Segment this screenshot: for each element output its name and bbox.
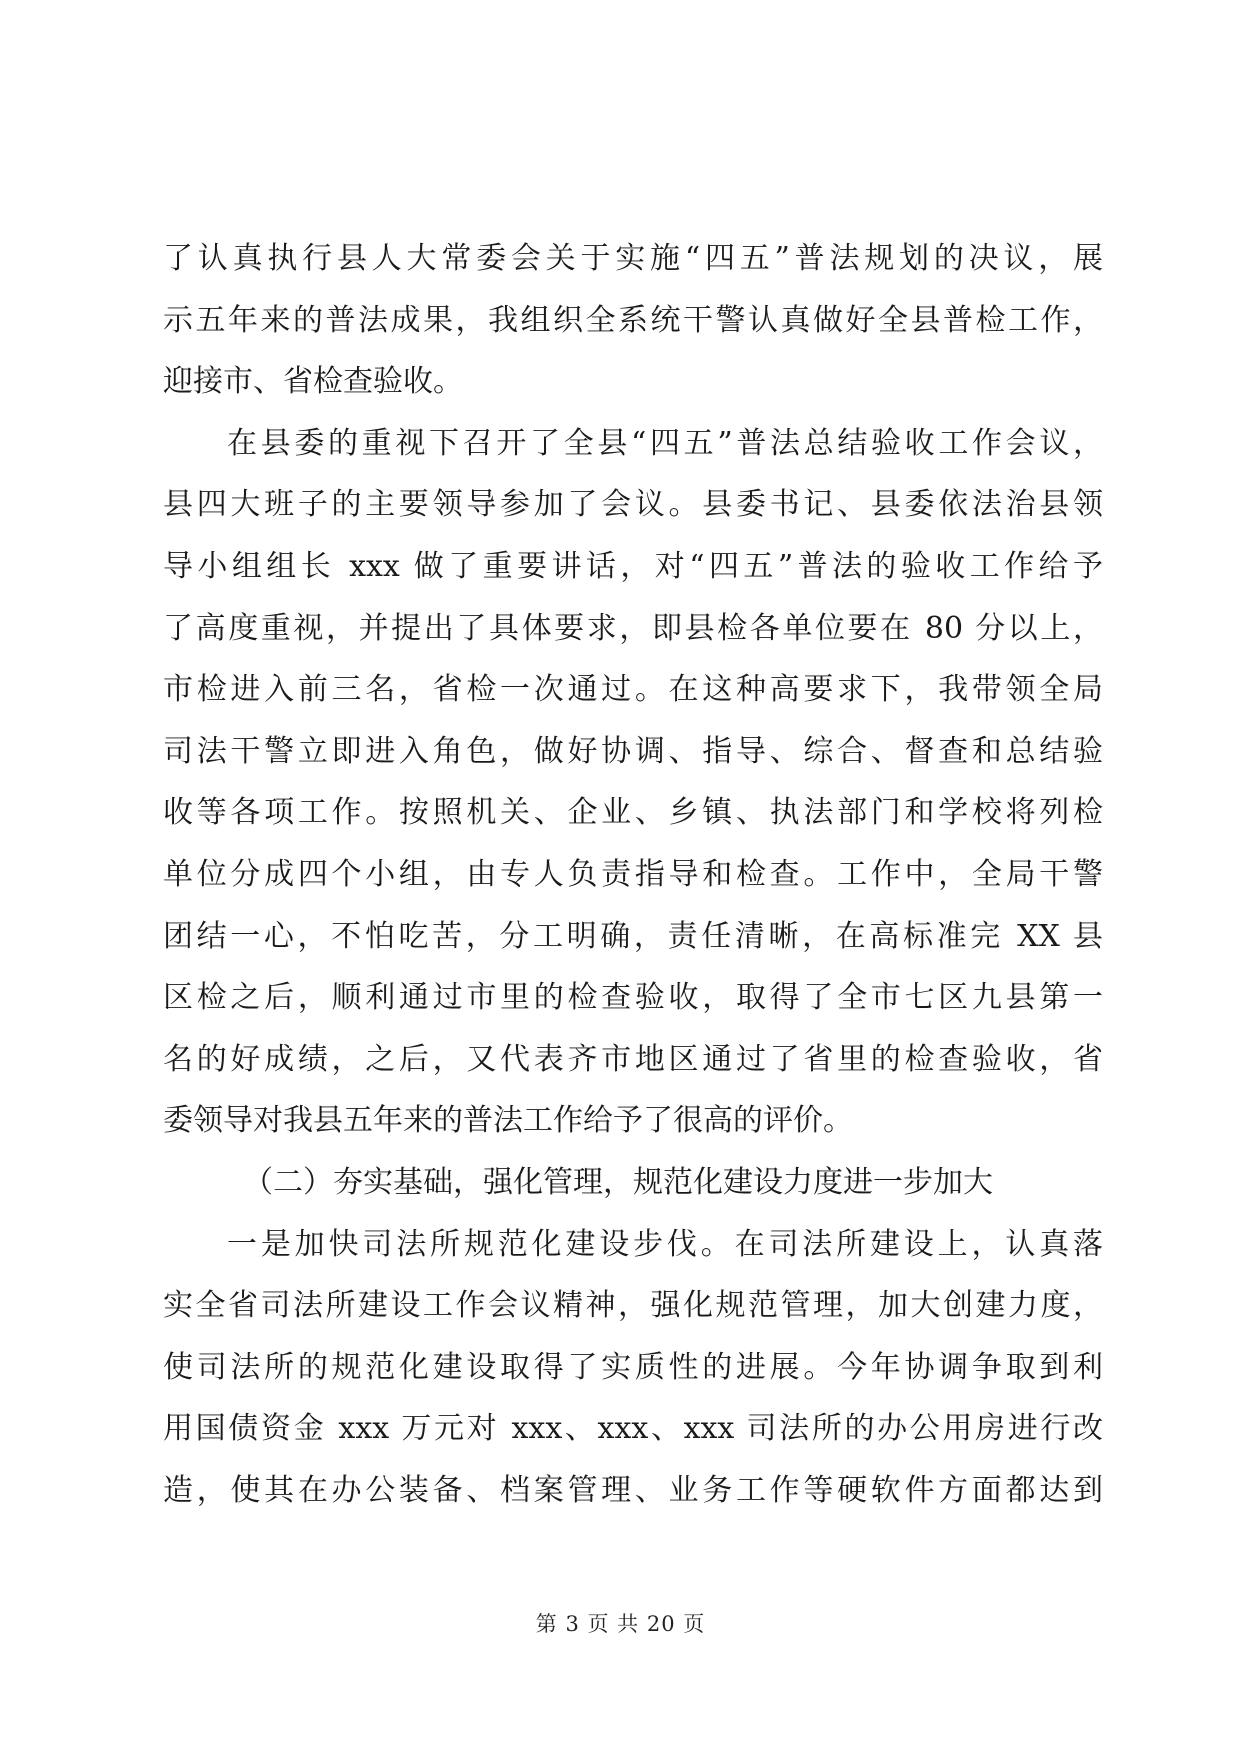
text-line: 示五年来的普法成果，我组织全系统干警认真做好全县普检工作， — [163, 302, 1103, 338]
text-line: 单位分成四个小组，由专人负责指导和检查。工作中，全局干警 — [163, 856, 1103, 892]
text-line: 在县委的重视下召开了全县“四五”普法总结验收工作会议， — [227, 425, 1103, 461]
text-line: 委领导对我县五年来的普法工作给予了很高的评价。 — [163, 1103, 853, 1139]
text-line: 用国债资金 xxx 万元对 xxx、xxx、xxx 司法所的办公用房进行改 — [163, 1411, 1103, 1447]
text-line: 收等各项工作。按照机关、企业、乡镇、执法部门和学校将列检 — [163, 795, 1103, 831]
text-line: 导小组组长 xxx 做了重要讲话，对“四五”普法的验收工作给予 — [163, 548, 1103, 584]
section-heading: （二）夯实基础，强化管理，规范化建设力度进一步加大 — [243, 1164, 993, 1200]
text-line: 实全省司法所建设工作会议精神，强化规范管理，加大创建力度， — [163, 1288, 1103, 1324]
text-line: 使司法所的规范化建设取得了实质性的进展。今年协调争取到利 — [163, 1349, 1103, 1385]
page-number-footer: 第 3 页 共 20 页 — [535, 1612, 706, 1636]
text-line: 县四大班子的主要领导参加了会议。县委书记、县委依法治县领 — [163, 487, 1103, 523]
text-line: 了认真执行县人大常委会关于实施“四五”普法规划的决议，展 — [163, 241, 1103, 276]
text-line: 造，使其在办公装备、档案管理、业务工作等硬软件方面都达到 — [163, 1472, 1103, 1508]
document-body — [163, 228, 1103, 1521]
text-line: 名的好成绩，之后，又代表齐市地区通过了省里的检查验收，省 — [163, 1041, 1103, 1077]
text-line: 区检之后，顺利通过市里的检查验收，取得了全市七区九县第一 — [163, 980, 1103, 1016]
text-line: 市检进入前三名，省检一次通过。在这种高要求下，我带领全局 — [163, 672, 1103, 708]
text-line: 一是加快司法所规范化建设步伐。在司法所建设上，认真落 — [227, 1226, 1103, 1262]
text-line: 了高度重视，并提出了具体要求，即县检各单位要在 80 分以上， — [163, 610, 1103, 646]
text-line: 司法干警立即进入角色，做好协调、指导、综合、督查和总结验 — [163, 733, 1103, 769]
text-line: 团结一心，不怕吃苦，分工明确，责任清晰，在高标准完 XX 县 — [163, 918, 1103, 954]
text-line: 迎接市、省检查验收。 — [163, 364, 463, 400]
